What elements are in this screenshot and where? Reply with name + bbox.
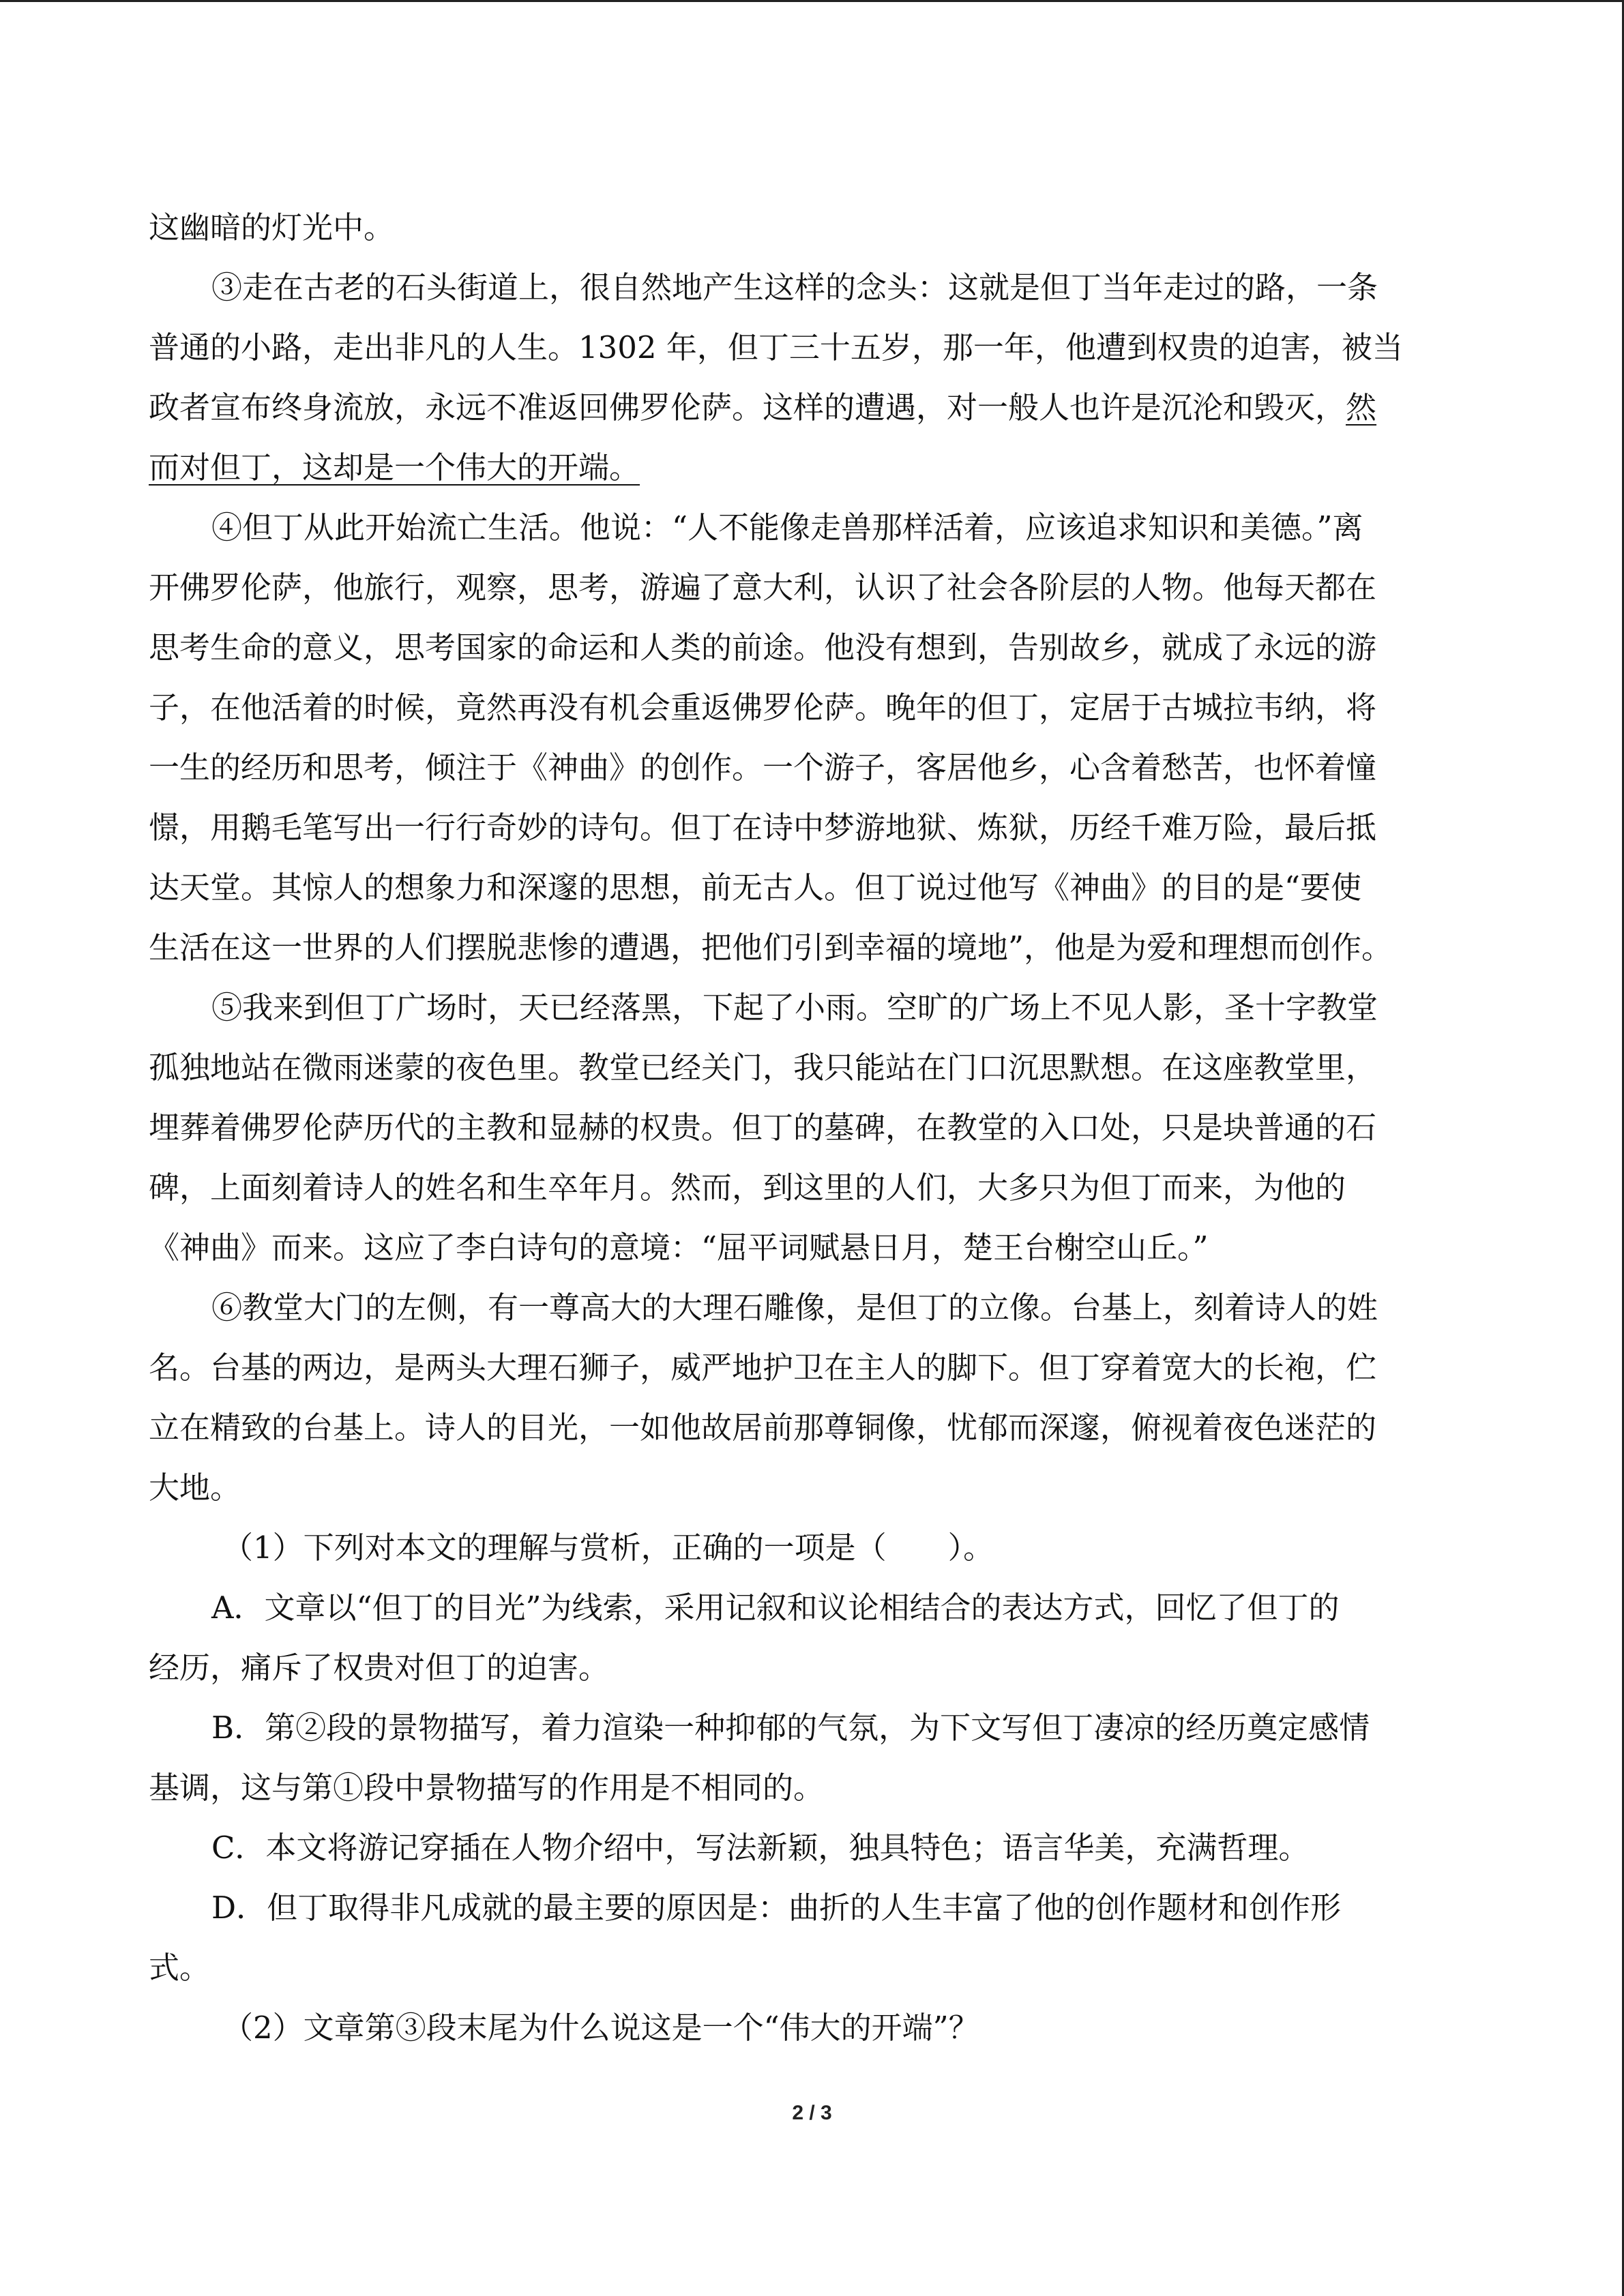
question-1-stem: （1）下列对本文的理解与赏析，正确的一项是（ ）。: [222, 1530, 994, 1566]
paragraph-4-line: ④但丁从此开始流亡生活。他说：“人不能像走兽那样活着，应该追求知识和美德。”离: [211, 509, 1363, 546]
paragraph-6-line: 名。台基的两边，是两头大理石狮子，威严地护卫在主人的脚下。但丁穿着宽大的长袍，伫: [149, 1350, 1377, 1386]
option-d-cont: 式。: [149, 1950, 211, 1986]
paragraph-5-line: 埋葬着佛罗伦萨历代的主教和显赫的权贵。但丁的墓碑，在教堂的入口处，只是块普通的石: [149, 1109, 1377, 1146]
page-number: 2 / 3: [792, 2102, 832, 2124]
paragraph-4-line: 子，在他活着的时候，竟然再没有机会重返佛罗伦萨。晚年的但丁，定居于古城拉韦纳，将: [149, 689, 1377, 726]
paragraph-6-line: ⑥教堂大门的左侧，有一尊高大的大理石雕像，是但丁的立像。台基上，刻着诗人的姓: [211, 1289, 1378, 1326]
paragraph-3-line: [149, 438, 1475, 498]
option-b: B．第②段的景物描写，着力渲染一种抑郁的气氛，为下文写但丁凄凉的经历奠定感情: [211, 1710, 1370, 1746]
question-2-stem: （2）文章第③段末尾为什么说这是一个“伟大的开端”？: [222, 2010, 979, 2046]
paragraph-6: [149, 1278, 1475, 1518]
paragraph-4-line: 憬，用鹅毛笔写出一行行奇妙的诗句。但丁在诗中梦游地狱、炼狱，历经千难万险，最后抵: [149, 809, 1377, 846]
question-2: [149, 1998, 1475, 2058]
paragraph-4-line: 达天堂。其惊人的想象力和深邃的思想，前无古人。但丁说过他写《神曲》的目的是“要使: [149, 869, 1362, 906]
page-top-border: [0, 0, 1624, 2]
paragraph-3-text: 政者宣布终身流放，永远不准返回佛罗伦萨。这样的遭遇，对一般人也许是沉沦和毁灭，: [149, 389, 1346, 426]
underlined-sentence: 而对但丁，这却是一个伟大的开端。: [149, 449, 640, 486]
paragraph-3-line: 普通的小路，走出非凡的人生。1302 年，但丁三十五岁，那一年，他遭到权贵的迫害，被当: [149, 329, 1403, 366]
paragraph-5-line: 孤独地站在微雨迷蒙的夜色里。教堂已经关门，我只能站在门口沉思默想。在这座教堂里，: [149, 1049, 1377, 1086]
paragraph-3-line: ③走在古老的石头街道上，很自然地产生这样的念头：这就是但丁当年走过的路，一条: [211, 269, 1378, 305]
document-body: [149, 198, 1475, 2058]
paragraph-3-line: [149, 378, 1475, 438]
paragraph-6-line: 立在精致的台基上。诗人的目光，一如他故居前那尊铜像，忧郁而深邃，俯视着夜色迷茫的: [149, 1410, 1377, 1446]
paragraph-5: [149, 978, 1475, 1278]
paragraph-4-line: 一生的经历和思考，倾注于《神曲》的创作。一个游子，客居他乡，心含着愁苦，也怀着憧: [149, 749, 1377, 786]
paragraph-4-line: 开佛罗伦萨，他旅行，观察，思考，游遍了意大利，认识了社会各阶层的人物。他每天都在: [149, 569, 1377, 606]
paragraph-6-line: 大地。: [149, 1470, 241, 1506]
paragraph-5-line: ⑤我来到但丁广场时，天已经落黑，下起了小雨。空旷的广场上不见人影，圣十字教堂: [211, 989, 1378, 1026]
paragraph-2-tail: 这幽暗的灯光中。: [149, 209, 395, 245]
option-d: D．但丁取得非凡成就的最主要的原因是：曲折的人生丰富了他的创作题材和创作形: [211, 1890, 1342, 1926]
paragraph-5-line: 《神曲》而来。这应了李白诗句的意境：“屈平词赋悬日月，楚王台榭空山丘。”: [149, 1229, 1209, 1266]
paragraph-4: [149, 498, 1475, 978]
paragraph-5-line: 碑，上面刻着诗人的姓名和生卒年月。然而，到这里的人们，大多只为但丁而来，为他的: [149, 1169, 1346, 1206]
option-b-cont: 基调，这与第①段中景物描写的作用是不相同的。: [149, 1770, 825, 1806]
option-c: C．本文将游记穿插在人物介绍中，写法新颖，独具特色；语言华美，充满哲理。: [211, 1830, 1310, 1866]
option-a-cont: 经历，痛斥了权贵对但丁的迫害。: [149, 1650, 610, 1686]
option-a: A．文章以“但丁的目光”为线索，采用记叙和议论相结合的表达方式，回忆了但丁的: [211, 1590, 1340, 1626]
underlined-sentence: 然: [1346, 389, 1377, 426]
paragraph-3: [149, 258, 1475, 498]
paragraph-4-line: 思考生命的意义，思考国家的命运和人类的前途。他没有想到，告别故乡，就成了永远的游: [149, 629, 1377, 666]
paragraph-4-line: 生活在这一世界的人们摆脱悲惨的遭遇，把他们引到幸福的境地”，他是为爱和理想而创作。: [149, 929, 1393, 966]
question-1: [149, 1518, 1475, 1998]
